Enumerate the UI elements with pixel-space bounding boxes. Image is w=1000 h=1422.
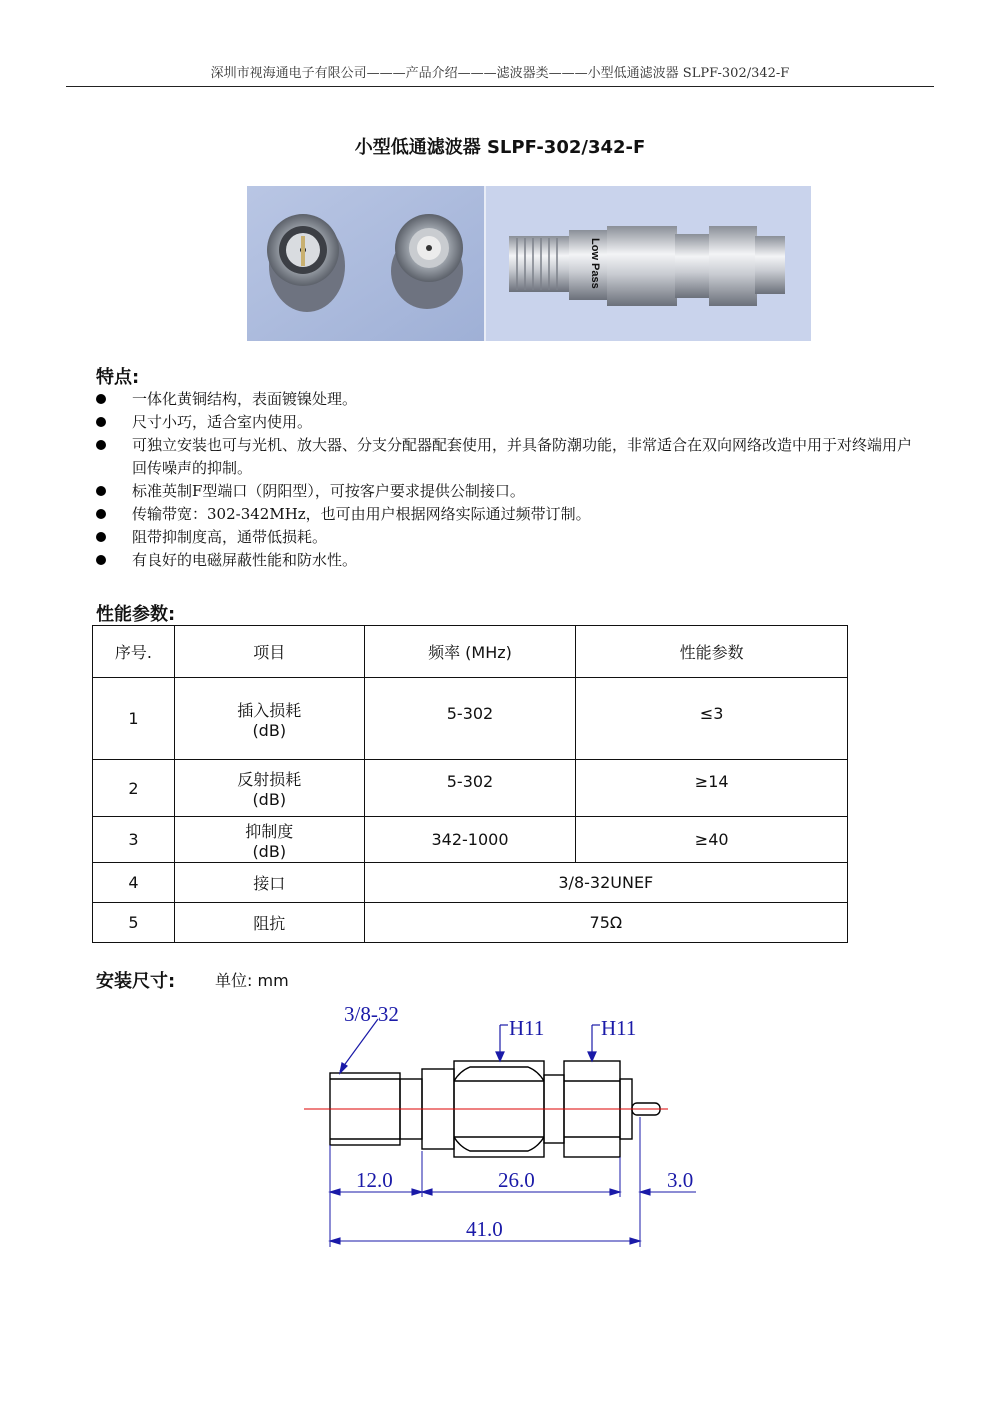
features-list bbox=[96, 388, 936, 572]
performance-table bbox=[92, 625, 848, 943]
bullet-icon bbox=[96, 440, 106, 450]
header-divider bbox=[66, 86, 934, 87]
column-header: 项目 bbox=[174, 626, 364, 678]
table-row: 1 插入损耗 (dB) 5-302 ≤3 bbox=[93, 678, 848, 760]
table-header-row bbox=[93, 626, 848, 678]
table-row: 3 抑制度 (dB) 342-1000 ≥40 bbox=[93, 817, 848, 863]
table-row: 5 阻抗 75Ω bbox=[93, 903, 848, 943]
bullet-icon bbox=[96, 509, 106, 519]
page-header: 深圳市视海通电子有限公司———产品介绍———滤波器类———小型低通滤波器 SLPF-302/342-F bbox=[210, 66, 790, 81]
dim-26: 26.0 bbox=[498, 1168, 535, 1192]
list-item: 阻带抑制度高，通带低损耗。 bbox=[96, 526, 936, 549]
list-item: 一体化黄铜结构，表面镀镍处理。 bbox=[96, 388, 936, 411]
leader-lines bbox=[340, 1019, 600, 1073]
product-photo bbox=[247, 186, 811, 341]
list-item: 传输带宽：302-342MHz，也可由用户根据网络实际通过频带订制。 bbox=[96, 503, 936, 526]
bullet-icon bbox=[96, 555, 106, 565]
list-item: 有良好的电磁屏蔽性能和防水性。 bbox=[96, 549, 936, 572]
connector-end-female bbox=[391, 214, 463, 309]
page-title: 小型低通滤波器 SLPF-302/342-F bbox=[354, 137, 646, 158]
bullet-icon bbox=[96, 417, 106, 427]
dimension-drawing bbox=[290, 995, 710, 1255]
table-row: 4 接口 3/8-32UNEF bbox=[93, 863, 848, 903]
bullet-icon bbox=[96, 394, 106, 404]
column-header: 序号. bbox=[93, 626, 175, 678]
dimension-arrows bbox=[330, 1189, 696, 1244]
performance-heading: 性能参数: bbox=[96, 604, 176, 625]
table-row: 2 反射损耗 (dB) 5-302 ≥14 bbox=[93, 760, 848, 817]
dim-3: 3.0 bbox=[667, 1168, 694, 1192]
low-pass-label: Low Pass bbox=[589, 238, 601, 289]
features-heading: 特点: bbox=[96, 367, 140, 388]
column-header: 频率 (MHz) bbox=[364, 626, 576, 678]
column-header: 性能参数 bbox=[576, 626, 848, 678]
thread-label: 3/8-32 bbox=[344, 1002, 399, 1026]
list-item: 可独立安装也可与光机、放大器、分支分配器配套使用，并具备防潮功能，非常适合在双向网络改造中用于对终端用户回传噪声的抑制。 bbox=[96, 434, 912, 480]
list-item: 标准英制F型端口（阴阳型），可按客户要求提供公制接口。 bbox=[96, 480, 936, 503]
install-heading: 安装尺寸: bbox=[96, 971, 176, 992]
units-label: 单位: mm bbox=[215, 971, 289, 990]
hex2-label: H11 bbox=[601, 1016, 637, 1040]
dim-total: 41.0 bbox=[466, 1217, 503, 1241]
list-item: 尺寸小巧，适合室内使用。 bbox=[96, 411, 936, 434]
hex1-label: H11 bbox=[509, 1016, 545, 1040]
bullet-icon bbox=[96, 486, 106, 496]
dim-12: 12.0 bbox=[356, 1168, 393, 1192]
bullet-icon bbox=[96, 532, 106, 542]
